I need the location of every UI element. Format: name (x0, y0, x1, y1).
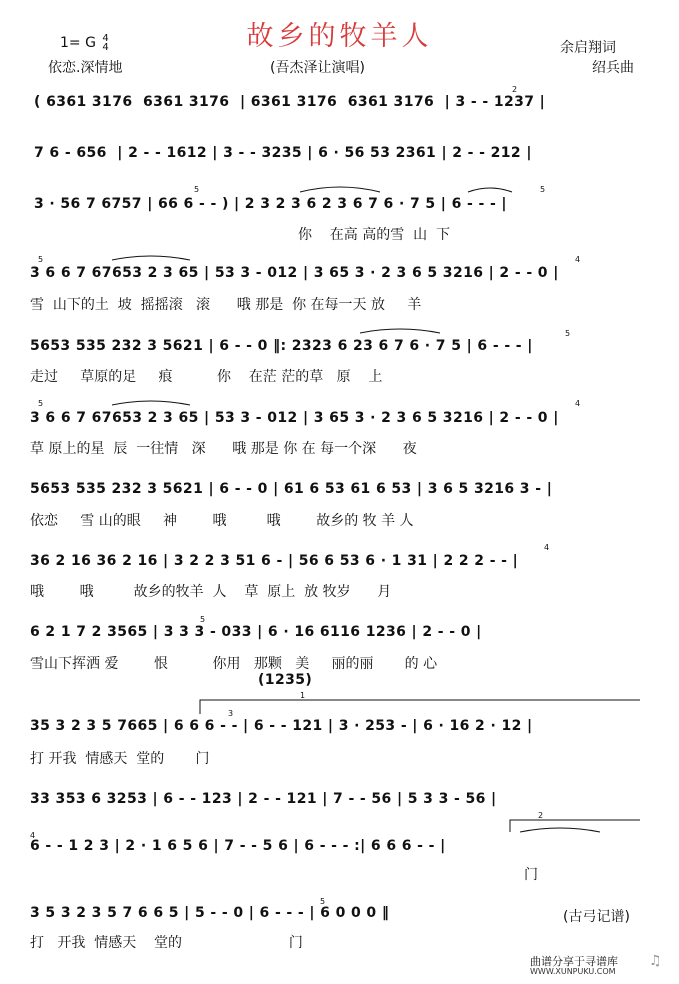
lyrics-row: 哦 哦 故乡的牧羊 人 草 原上 放 牧岁 月 (30, 584, 392, 600)
notation-row: 3 · 56 7 6757 | 66 6 - - ) | 2 3 2 3 6 2 3 6 7 6 · 7 5 | 6 - - - | (34, 196, 507, 212)
notation-row: 36 2 16 36 2 16 | 3 2 2 3 51 6 - | 56 6 53 6 · 1 31 | 2 2 2 - - | (30, 553, 519, 569)
notation-row: 5653 535 232 3 5621 | 6 - - 0 | 61 6 53 61 6 53 | 3 6 5 3216 3 - | (30, 481, 553, 497)
lyrics-row: 草 原上的星 辰 一往情 深 哦 那是 你 在 每一个深 夜 (30, 441, 417, 457)
singer-credit: (吾杰泽让演唱) (270, 60, 365, 76)
slur-arc (112, 256, 190, 260)
slur-arc (300, 187, 380, 192)
grace-note: 5 (565, 329, 571, 338)
lyrics-row: 打 开我 情感天 堂的 门 (30, 935, 303, 951)
notation-row: 3 5 3 2 3 5 7 6 6 5 | 5 - - 0 | 6 - - - | 6 0 0 0 ‖ (30, 905, 390, 921)
ossia-notes: (1235) (258, 672, 313, 688)
lyricist-credit: 余启翔词 (560, 40, 616, 56)
slur-arc (112, 401, 190, 405)
grace-note: 5 (540, 185, 546, 194)
lyrics-row: 雪山下挥洒 爱 恨 你用 那颗 美 丽的丽 的 心 (30, 656, 438, 672)
volta-1-bracket (200, 700, 640, 714)
grace-note: 5 (320, 897, 326, 906)
lyrics-row: 你 在高 高的雪 山 下 (298, 227, 451, 243)
notation-row: 6 2 1 7 2 3565 | 3 3 3 - 033 | 6 · 16 6116 1236 | 2 - - 0 | (30, 624, 482, 640)
lyrics-row: 打 开我 情感天 堂的 门 (30, 751, 210, 767)
slur-arc (360, 329, 440, 333)
volta-2-label: 2 (538, 811, 544, 820)
grace-note: 4 (575, 255, 581, 264)
notation-row: 3 6 6 7 67653 2 3 65 | 53 3 - 012 | 3 65 3 · 2 3 6 5 3216 | 2 - - 0 | (30, 410, 559, 426)
grace-note: 5 (38, 255, 44, 264)
time-top: 4 (102, 33, 109, 44)
grace-note: 5 (194, 185, 200, 194)
grace-note: 4 (30, 831, 36, 840)
notation-row: 7 6 - 656 | 2 - - 1612 | 3 - - 3235 | 6 · 56 53 2361 | 2 - - 212 | (34, 145, 532, 161)
notation-row: 3 6 6 7 67653 2 3 65 | 53 3 - 012 | 3 65 3 · 2 3 6 5 3216 | 2 - - 0 | (30, 265, 559, 281)
music-note-icon: ♫ (649, 953, 662, 969)
slur-arc (468, 188, 512, 192)
footer-url[interactable]: WWW.XUNPUKU.COM (530, 967, 616, 976)
lyrics-row: 门 (524, 867, 538, 883)
grace-note: 3 (228, 709, 234, 718)
grace-note: 2 (512, 85, 518, 94)
notation-row: 5653 535 232 3 5621 | 6 - - 0 ‖: 2323 6 23 6 7 6 · 7 5 | 6 - - - | (30, 338, 533, 354)
slur-arc (520, 828, 600, 832)
time-bottom: 4 (102, 42, 109, 53)
transcriber-note: (古弓记谱) (563, 909, 630, 925)
notation-row: 35 3 2 3 5 7665 | 6 6 6 - - | 6 - - 121 | 3 · 253 - | 6 · 16 2 · 12 | (30, 718, 533, 734)
lyrics-row: 雪 山下的土 坡 摇摇滚 滚 哦 那是 你 在每一天 放 羊 (30, 297, 422, 313)
lyrics-row: 走过 草原的足 痕 你 在茫 茫的草 原 上 (30, 369, 383, 385)
grace-note: 5 (200, 615, 206, 624)
grace-note: 5 (38, 399, 44, 408)
expression-mark: 依恋.深情地 (48, 60, 123, 76)
lyrics-row: 依恋 雪 山的眼 神 哦 哦 故乡的 牧 羊 人 (30, 513, 414, 529)
grace-note: 4 (575, 399, 581, 408)
notation-row: 6 - - 1 2 3 | 2 · 1 6 5 6 | 7 - - 5 6 | 6 - - - :| 6 6 6 - - | (30, 838, 446, 854)
notation-row: ( 6361 3176 6361 3176 | 6361 3176 6361 3176 | 3 - - 1237 | (34, 94, 546, 110)
grace-note: 4 (544, 543, 550, 552)
notation-row: 33 353 6 3253 | 6 - - 123 | 2 - - 121 | 7 - - 56 | 5 3 3 - 56 | (30, 791, 497, 807)
key-label: 1= G (60, 35, 96, 51)
song-title: 故乡的牧羊人 (246, 21, 433, 52)
volta-1-label: 1 (300, 691, 306, 700)
composer-credit: 绍兵曲 (592, 60, 634, 76)
footer-text: 曲谱分享于寻谱库 (530, 955, 618, 968)
